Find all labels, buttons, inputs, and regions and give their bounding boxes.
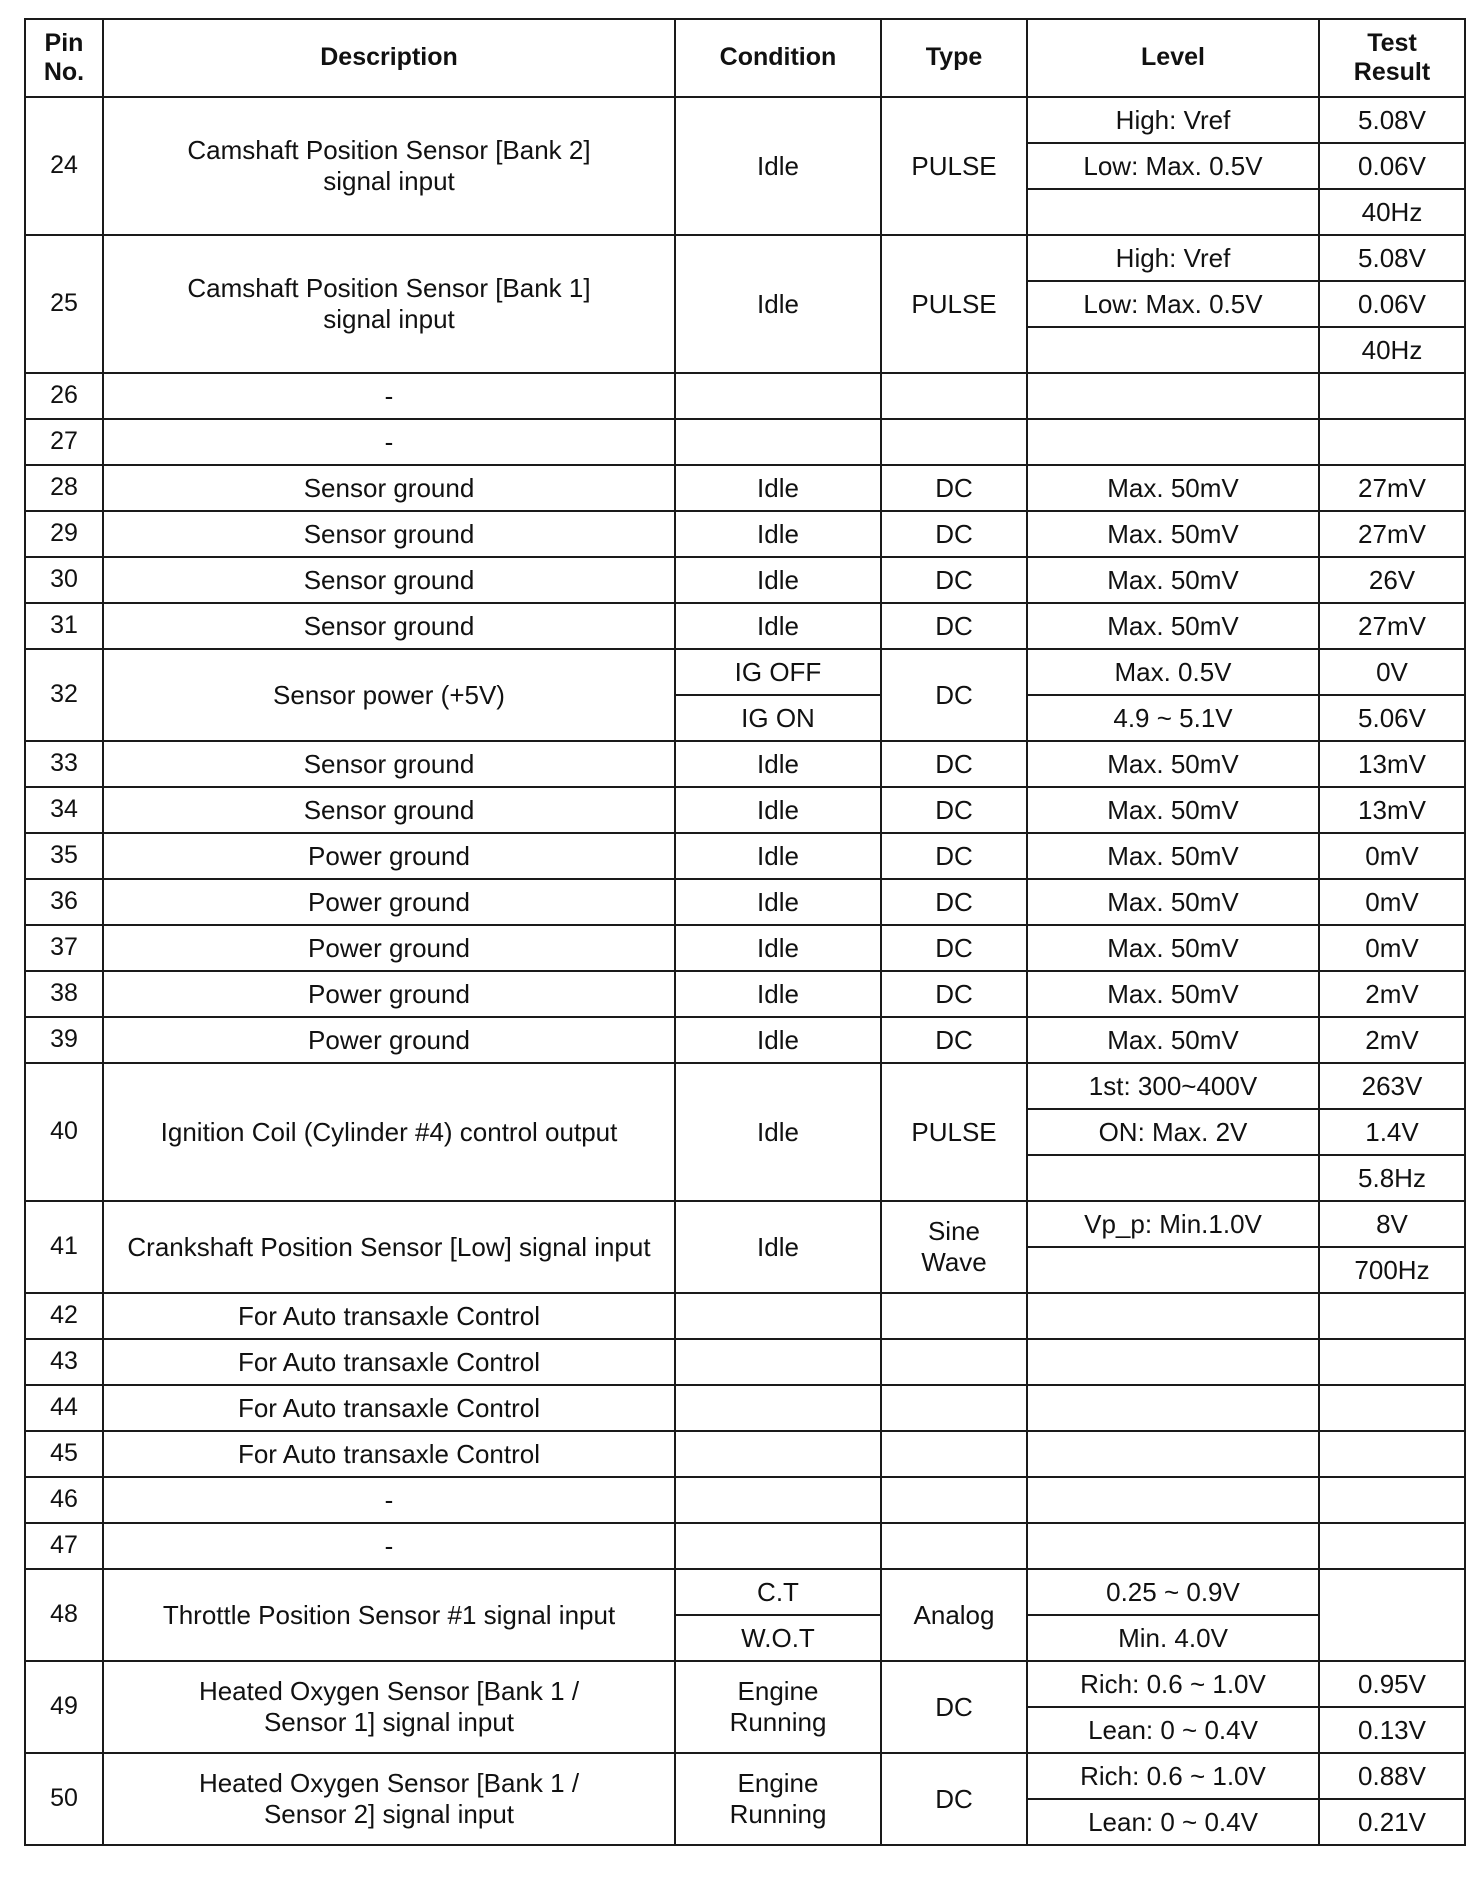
type-cell <box>881 1523 1027 1569</box>
condition-cell: Idle <box>675 603 881 649</box>
test-result-cell: 5.06V <box>1319 695 1465 741</box>
pin-description: Crankshaft Position Sensor [Low] signal input <box>103 1201 675 1293</box>
condition-cell: Idle <box>675 465 881 511</box>
type-cell <box>881 1431 1027 1477</box>
pin-description: Camshaft Position Sensor [Bank 2] signal input <box>103 97 675 235</box>
pin-description: - <box>103 1477 675 1523</box>
level-cell: Max. 50mV <box>1027 465 1319 511</box>
level-cell: Max. 50mV <box>1027 741 1319 787</box>
type-cell <box>881 373 1027 419</box>
table-row <box>25 1523 1465 1569</box>
pin-description: Sensor ground <box>103 603 675 649</box>
level-cell: High: Vref <box>1027 97 1319 143</box>
pin-description: For Auto transaxle Control <box>103 1431 675 1477</box>
pin-number: 30 <box>25 557 103 603</box>
table-row <box>25 97 1465 143</box>
table-row <box>25 1017 1465 1063</box>
pin-number: 24 <box>25 97 103 235</box>
type-cell: PULSE <box>881 97 1027 235</box>
test-result-cell: 13mV <box>1319 741 1465 787</box>
condition-cell: Idle <box>675 971 881 1017</box>
table-row <box>25 1385 1465 1431</box>
table-row <box>25 1661 1465 1707</box>
condition-cell: Engine Running <box>675 1753 881 1845</box>
condition-cell: Engine Running <box>675 1661 881 1753</box>
level-cell: Low: Max. 0.5V <box>1027 281 1319 327</box>
test-result-cell: 0mV <box>1319 833 1465 879</box>
table-header-row <box>25 19 1465 97</box>
condition-cell: Idle <box>675 741 881 787</box>
test-result-cell: 0.06V <box>1319 143 1465 189</box>
level-cell <box>1027 1523 1319 1569</box>
test-result-cell: 2mV <box>1319 971 1465 1017</box>
test-result-cell: 5.8Hz <box>1319 1155 1465 1201</box>
table-row <box>25 1063 1465 1109</box>
condition-cell: Idle <box>675 557 881 603</box>
condition-cell: Idle <box>675 787 881 833</box>
pin-number: 47 <box>25 1523 103 1569</box>
pin-number: 33 <box>25 741 103 787</box>
table-row <box>25 649 1465 695</box>
type-cell: DC <box>881 971 1027 1017</box>
level-cell: 4.9 ~ 5.1V <box>1027 695 1319 741</box>
pin-number: 35 <box>25 833 103 879</box>
condition-cell: Idle <box>675 833 881 879</box>
test-result-cell: 1.4V <box>1319 1109 1465 1155</box>
pin-test-table <box>24 18 1466 1846</box>
table-row <box>25 879 1465 925</box>
pin-number: 36 <box>25 879 103 925</box>
pin-description: Ignition Coil (Cylinder #4) control output <box>103 1063 675 1201</box>
test-result-cell: 0.13V <box>1319 1707 1465 1753</box>
pin-description: Throttle Position Sensor #1 signal input <box>103 1569 675 1661</box>
table-row <box>25 1201 1465 1247</box>
type-cell: DC <box>881 879 1027 925</box>
table-row <box>25 971 1465 1017</box>
condition-cell <box>675 1293 881 1339</box>
level-cell <box>1027 1155 1319 1201</box>
table-row <box>25 741 1465 787</box>
level-cell: Max. 50mV <box>1027 833 1319 879</box>
condition-cell: Idle <box>675 1201 881 1293</box>
level-cell: 0.25 ~ 0.9V <box>1027 1569 1319 1615</box>
test-result-cell <box>1319 419 1465 465</box>
condition-cell <box>675 1431 881 1477</box>
test-result-cell: 2mV <box>1319 1017 1465 1063</box>
condition-cell <box>675 1339 881 1385</box>
test-result-cell: 40Hz <box>1319 327 1465 373</box>
test-result-cell: 0.21V <box>1319 1799 1465 1845</box>
test-result-cell: 5.08V <box>1319 235 1465 281</box>
condition-cell: C.T <box>675 1569 881 1615</box>
condition-cell: Idle <box>675 1063 881 1201</box>
test-result-cell: 27mV <box>1319 465 1465 511</box>
level-cell <box>1027 1293 1319 1339</box>
test-result-cell <box>1319 373 1465 419</box>
type-cell: Sine Wave <box>881 1201 1027 1293</box>
test-result-cell <box>1319 1569 1465 1661</box>
table-row <box>25 603 1465 649</box>
table-row <box>25 419 1465 465</box>
condition-cell: Idle <box>675 925 881 971</box>
level-cell: Max. 50mV <box>1027 879 1319 925</box>
pin-description: Sensor power (+5V) <box>103 649 675 741</box>
table-row <box>25 925 1465 971</box>
test-result-cell: 27mV <box>1319 511 1465 557</box>
type-cell <box>881 1293 1027 1339</box>
pin-number: 42 <box>25 1293 103 1339</box>
pin-number: 37 <box>25 925 103 971</box>
condition-cell: W.O.T <box>675 1615 881 1661</box>
type-cell: PULSE <box>881 235 1027 373</box>
level-cell: Max. 50mV <box>1027 511 1319 557</box>
test-result-cell <box>1319 1477 1465 1523</box>
test-result-cell: 0.95V <box>1319 1661 1465 1707</box>
test-result-cell: 8V <box>1319 1201 1465 1247</box>
level-cell: 1st: 300~400V <box>1027 1063 1319 1109</box>
pin-number: 44 <box>25 1385 103 1431</box>
table-row <box>25 1293 1465 1339</box>
pin-number: 32 <box>25 649 103 741</box>
pin-number: 49 <box>25 1661 103 1753</box>
test-result-cell: 0mV <box>1319 925 1465 971</box>
table-row <box>25 1753 1465 1799</box>
condition-cell: Idle <box>675 879 881 925</box>
table-row <box>25 833 1465 879</box>
pin-description: Sensor ground <box>103 557 675 603</box>
table-row <box>25 511 1465 557</box>
test-result-cell <box>1319 1523 1465 1569</box>
level-cell <box>1027 1477 1319 1523</box>
test-result-cell: 0V <box>1319 649 1465 695</box>
type-cell: DC <box>881 1017 1027 1063</box>
pin-description: Power ground <box>103 925 675 971</box>
type-cell <box>881 1339 1027 1385</box>
pin-description: Sensor ground <box>103 787 675 833</box>
pin-description: Power ground <box>103 879 675 925</box>
type-cell: DC <box>881 741 1027 787</box>
header-condition: Condition <box>675 19 881 97</box>
level-cell <box>1027 189 1319 235</box>
condition-cell: IG OFF <box>675 649 881 695</box>
pin-description: - <box>103 1523 675 1569</box>
level-cell: Min. 4.0V <box>1027 1615 1319 1661</box>
test-result-cell: 0mV <box>1319 879 1465 925</box>
pin-description: For Auto transaxle Control <box>103 1385 675 1431</box>
condition-cell <box>675 1477 881 1523</box>
test-result-cell: 700Hz <box>1319 1247 1465 1293</box>
condition-cell: Idle <box>675 97 881 235</box>
test-result-cell: 26V <box>1319 557 1465 603</box>
condition-cell <box>675 419 881 465</box>
pin-description: For Auto transaxle Control <box>103 1293 675 1339</box>
test-result-cell: 263V <box>1319 1063 1465 1109</box>
level-cell: Vp_p: Min.1.0V <box>1027 1201 1319 1247</box>
condition-cell: IG ON <box>675 695 881 741</box>
type-cell: DC <box>881 787 1027 833</box>
table-row <box>25 1431 1465 1477</box>
condition-cell: Idle <box>675 235 881 373</box>
type-cell: Analog <box>881 1569 1027 1661</box>
pin-description: Sensor ground <box>103 465 675 511</box>
pin-number: 28 <box>25 465 103 511</box>
type-cell: DC <box>881 1753 1027 1845</box>
table-row <box>25 1339 1465 1385</box>
test-result-cell <box>1319 1385 1465 1431</box>
pin-description: Sensor ground <box>103 741 675 787</box>
level-cell <box>1027 327 1319 373</box>
level-cell: Lean: 0 ~ 0.4V <box>1027 1707 1319 1753</box>
pin-number: 27 <box>25 419 103 465</box>
type-cell: DC <box>881 603 1027 649</box>
pin-description: Power ground <box>103 971 675 1017</box>
pin-description: Heated Oxygen Sensor [Bank 1 / Sensor 2] signal input <box>103 1753 675 1845</box>
pin-description: Heated Oxygen Sensor [Bank 1 / Sensor 1] signal input <box>103 1661 675 1753</box>
test-result-cell: 13mV <box>1319 787 1465 833</box>
level-cell: Rich: 0.6 ~ 1.0V <box>1027 1661 1319 1707</box>
table-row <box>25 1569 1465 1615</box>
pin-table-document <box>24 18 1464 1846</box>
pin-description: Sensor ground <box>103 511 675 557</box>
level-cell: Rich: 0.6 ~ 1.0V <box>1027 1753 1319 1799</box>
pin-description: Power ground <box>103 833 675 879</box>
level-cell: High: Vref <box>1027 235 1319 281</box>
pin-description: For Auto transaxle Control <box>103 1339 675 1385</box>
level-cell: Low: Max. 0.5V <box>1027 143 1319 189</box>
pin-number: 41 <box>25 1201 103 1293</box>
table-row <box>25 465 1465 511</box>
condition-cell: Idle <box>675 1017 881 1063</box>
level-cell: Lean: 0 ~ 0.4V <box>1027 1799 1319 1845</box>
level-cell: Max. 50mV <box>1027 1017 1319 1063</box>
level-cell: Max. 50mV <box>1027 925 1319 971</box>
test-result-cell <box>1319 1339 1465 1385</box>
pin-number: 46 <box>25 1477 103 1523</box>
pin-number: 38 <box>25 971 103 1017</box>
type-cell: DC <box>881 511 1027 557</box>
header-pin-no: Pin No. <box>25 19 103 97</box>
test-result-cell: 0.06V <box>1319 281 1465 327</box>
type-cell: DC <box>881 649 1027 741</box>
table-row <box>25 787 1465 833</box>
header-type: Type <box>881 19 1027 97</box>
header-description: Description <box>103 19 675 97</box>
test-result-cell: 5.08V <box>1319 97 1465 143</box>
header-test-result: Test Result <box>1319 19 1465 97</box>
level-cell: Max. 50mV <box>1027 787 1319 833</box>
test-result-cell <box>1319 1431 1465 1477</box>
table-row <box>25 1477 1465 1523</box>
level-cell: Max. 0.5V <box>1027 649 1319 695</box>
pin-number: 40 <box>25 1063 103 1201</box>
condition-cell <box>675 373 881 419</box>
level-cell <box>1027 419 1319 465</box>
level-cell: Max. 50mV <box>1027 557 1319 603</box>
pin-number: 25 <box>25 235 103 373</box>
pin-description: - <box>103 373 675 419</box>
level-cell: Max. 50mV <box>1027 603 1319 649</box>
table-row <box>25 235 1465 281</box>
table-row <box>25 557 1465 603</box>
level-cell <box>1027 1247 1319 1293</box>
test-result-cell: 40Hz <box>1319 189 1465 235</box>
level-cell <box>1027 1339 1319 1385</box>
pin-number: 34 <box>25 787 103 833</box>
type-cell <box>881 1385 1027 1431</box>
table-body <box>25 97 1465 1845</box>
type-cell <box>881 1477 1027 1523</box>
type-cell: DC <box>881 1661 1027 1753</box>
condition-cell <box>675 1385 881 1431</box>
type-cell: DC <box>881 465 1027 511</box>
header-level: Level <box>1027 19 1319 97</box>
level-cell: ON: Max. 2V <box>1027 1109 1319 1155</box>
level-cell <box>1027 1431 1319 1477</box>
pin-number: 43 <box>25 1339 103 1385</box>
type-cell <box>881 419 1027 465</box>
level-cell <box>1027 1385 1319 1431</box>
test-result-cell: 27mV <box>1319 603 1465 649</box>
pin-number: 26 <box>25 373 103 419</box>
condition-cell: Idle <box>675 511 881 557</box>
pin-number: 48 <box>25 1569 103 1661</box>
test-result-cell: 0.88V <box>1319 1753 1465 1799</box>
type-cell: DC <box>881 833 1027 879</box>
pin-description: Camshaft Position Sensor [Bank 1] signal input <box>103 235 675 373</box>
level-cell <box>1027 373 1319 419</box>
type-cell: DC <box>881 925 1027 971</box>
table-row <box>25 373 1465 419</box>
pin-number: 45 <box>25 1431 103 1477</box>
type-cell: PULSE <box>881 1063 1027 1201</box>
test-result-cell <box>1319 1293 1465 1339</box>
level-cell: Max. 50mV <box>1027 971 1319 1017</box>
pin-number: 31 <box>25 603 103 649</box>
pin-number: 50 <box>25 1753 103 1845</box>
type-cell: DC <box>881 557 1027 603</box>
pin-description: - <box>103 419 675 465</box>
pin-number: 39 <box>25 1017 103 1063</box>
condition-cell <box>675 1523 881 1569</box>
pin-description: Power ground <box>103 1017 675 1063</box>
pin-number: 29 <box>25 511 103 557</box>
